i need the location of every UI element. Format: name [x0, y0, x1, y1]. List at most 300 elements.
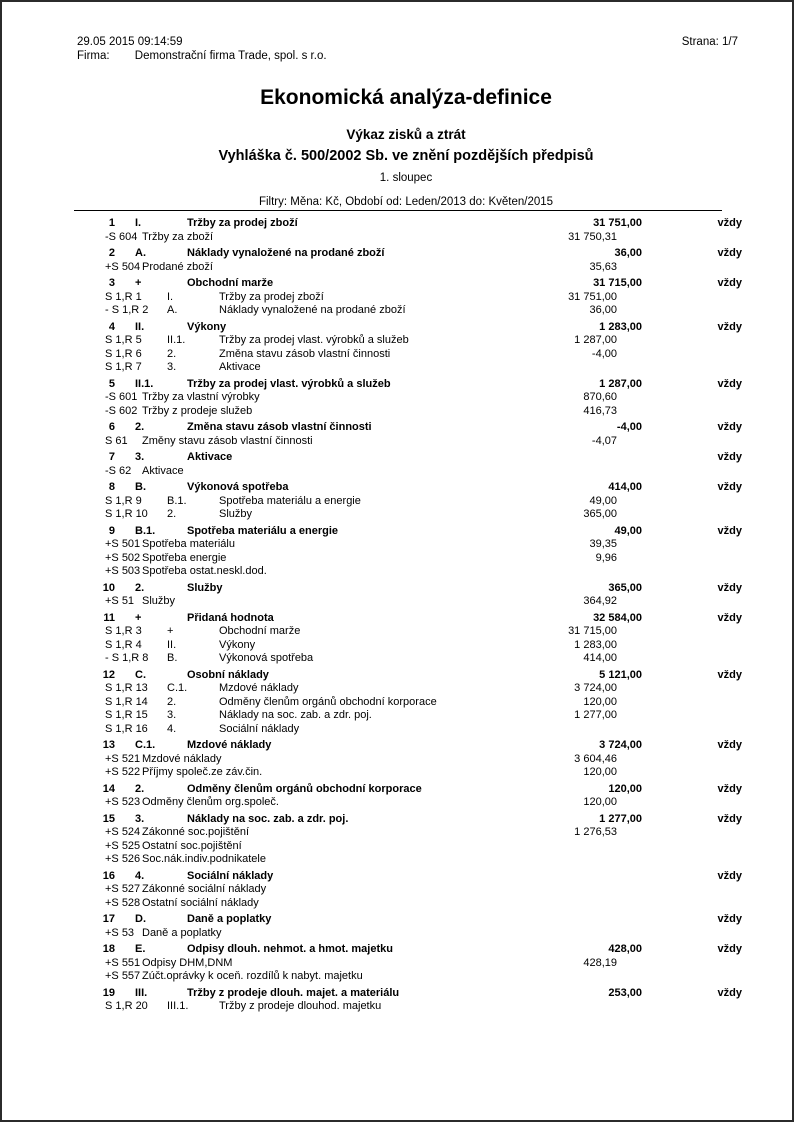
subrow-label: Zúčt.oprávky k oceň. rozdílů k nabyt. majetku	[142, 970, 363, 982]
firm-row	[74, 49, 738, 63]
row-group	[99, 739, 742, 780]
account-ref: +S 527	[105, 883, 141, 895]
subrow-label: Spotřeba ostat.neskl.dod.	[142, 565, 267, 577]
subrow-value	[502, 840, 642, 854]
row-flag: vždy	[717, 986, 742, 999]
subrow-label: Spotřeba energie	[142, 551, 227, 564]
row-flag: vždy	[717, 421, 742, 433]
row-code: II.	[135, 320, 145, 333]
table-subrow	[99, 682, 742, 696]
table-row	[99, 481, 742, 495]
table-subrow	[99, 883, 742, 897]
account-ref: +S 524	[105, 826, 141, 838]
subrow-flag	[642, 853, 742, 867]
table-subrow	[99, 391, 742, 405]
table-row	[99, 739, 742, 753]
subrow-code: 2.	[167, 695, 177, 708]
subrow-code: +	[167, 625, 174, 637]
subrow-flag	[642, 766, 742, 780]
subrow-value	[502, 927, 642, 941]
subrow-value: 9,96	[595, 551, 617, 564]
subrow-value: 120,00	[583, 766, 617, 778]
subrow-label: Spotřeba materiálu a energie	[219, 494, 361, 507]
row-label: Výkonová spotřeba	[187, 481, 289, 493]
row-code: I.	[135, 217, 142, 229]
table-subrow	[99, 435, 742, 449]
subrow-flag	[642, 348, 742, 362]
row-number: 7	[108, 451, 115, 463]
row-flag: vždy	[717, 869, 742, 882]
row-label: Tržby za prodej zboží	[187, 217, 298, 229]
account-ref: S 1,R 15	[105, 709, 148, 721]
table-subrow	[99, 927, 742, 941]
row-code: 3.	[135, 451, 145, 463]
row-code: C.1.	[135, 739, 156, 751]
table-subrow	[99, 897, 742, 911]
firm-label: Firma:	[77, 50, 110, 62]
row-code: 2.	[135, 581, 145, 594]
row-label: Náklady vynaložené na prodané zboží	[187, 247, 385, 259]
row-number: 16	[102, 869, 115, 882]
subrow-value	[502, 970, 642, 984]
subrow-code: 4.	[167, 722, 177, 735]
account-ref: -S 604	[105, 230, 138, 243]
row-number: 13	[102, 739, 115, 751]
row-group	[99, 247, 742, 274]
table-subrow	[99, 696, 742, 710]
table-row	[99, 813, 742, 827]
report-datetime: 29.05 2015 09:14:59	[77, 36, 183, 48]
subrow-code: III.1.	[167, 1000, 189, 1012]
subrow-flag	[642, 565, 742, 579]
subrow-flag	[642, 1000, 742, 1014]
subrow-value: 120,00	[583, 695, 617, 708]
table-row	[99, 217, 742, 231]
table-row	[99, 378, 742, 392]
subrow-flag	[642, 826, 742, 840]
row-value: 31 751,00	[593, 217, 642, 229]
header-rule	[74, 210, 722, 211]
report-regulation: Vyhláška č. 500/2002 Sb. ve znění pozdějších předpisů	[218, 148, 594, 164]
row-value: 253,00	[608, 986, 642, 999]
subrow-flag	[642, 261, 742, 275]
row-code: 3.	[135, 812, 145, 825]
table-subrow	[99, 538, 742, 552]
subrow-code: II.	[167, 638, 177, 651]
subrow-flag	[642, 361, 742, 375]
row-number: 9	[108, 524, 115, 537]
subrow-value	[502, 723, 642, 737]
row-label: Sociální náklady	[187, 869, 274, 882]
row-number: 2	[108, 247, 115, 259]
row-group	[99, 783, 742, 810]
row-code: D.	[135, 913, 146, 925]
row-value: 32 584,00	[593, 611, 642, 624]
subrow-label: Služby	[219, 508, 253, 520]
subrow-value: 31 715,00	[568, 625, 617, 637]
row-group	[99, 481, 742, 522]
row-value: 1 287,00	[599, 377, 642, 390]
subrow-flag	[642, 304, 742, 318]
subrow-flag	[642, 291, 742, 305]
row-group	[99, 277, 742, 318]
row-flag: vždy	[717, 782, 742, 795]
subrow-code: 2.	[167, 347, 177, 360]
row-value: 1 277,00	[599, 812, 642, 825]
subrow-value: 39,35	[589, 538, 617, 550]
row-label: Náklady na soc. zab. a zdr. poj.	[187, 812, 349, 825]
table-subrow	[99, 405, 742, 419]
subrow-label: Příjmy společ.ze záv.čin.	[142, 766, 263, 778]
table-subrow	[99, 652, 742, 666]
account-ref: +S 51	[105, 595, 135, 607]
row-group	[99, 582, 742, 609]
account-ref: S 1,R 5	[105, 334, 142, 346]
table-subrow	[99, 957, 742, 971]
row-label: Tržby za prodej vlast. výrobků a služeb	[187, 377, 391, 390]
account-ref: +S 504	[105, 260, 141, 273]
subrow-flag	[642, 435, 742, 449]
row-value: -4,00	[616, 421, 642, 433]
table-subrow	[99, 261, 742, 275]
report-subtitle: Výkaz zisků a ztrát	[346, 127, 466, 142]
row-code: II.1.	[135, 377, 154, 390]
subrow-value: 1 283,00	[574, 638, 617, 651]
row-code: +	[135, 277, 142, 289]
subrow-value: 35,63	[589, 260, 617, 273]
table-subrow	[99, 826, 742, 840]
subrow-flag	[642, 970, 742, 984]
subrow-label: Služby	[142, 595, 176, 607]
subrow-code: 3.	[167, 361, 177, 373]
subrow-label: Výkony	[219, 638, 256, 651]
subrow-flag	[642, 897, 742, 911]
row-code: A.	[135, 247, 146, 259]
row-value	[502, 913, 642, 927]
row-group	[99, 612, 742, 666]
subrow-label: Mzdové náklady	[142, 752, 222, 765]
table-row	[99, 913, 742, 927]
row-code: III.	[135, 986, 148, 999]
subrow-value: 428,19	[583, 956, 617, 969]
table-subrow	[99, 709, 742, 723]
subrow-value: 31 750,31	[568, 230, 617, 243]
row-number: 15	[102, 812, 115, 825]
subrow-value: 49,00	[589, 494, 617, 507]
subrow-value	[502, 565, 642, 579]
subrow-flag	[642, 405, 742, 419]
row-code: B.	[135, 481, 146, 493]
subrow-code: B.1.	[167, 494, 187, 507]
table-subrow	[99, 465, 742, 479]
subrow-label: Náklady vynaložené na prodané zboží	[219, 304, 406, 316]
row-number: 5	[108, 377, 115, 390]
account-ref: +S 522	[105, 766, 141, 778]
row-group	[99, 669, 742, 737]
table-subrow	[99, 348, 742, 362]
row-label: Odpisy dlouh. nehmot. a hmot. majetku	[187, 943, 393, 955]
table-subrow	[99, 639, 742, 653]
subrow-label: Tržby za prodej vlast. výrobků a služeb	[219, 334, 409, 346]
subrow-flag	[642, 723, 742, 737]
report-title: Ekonomická analýza-definice	[260, 86, 552, 109]
subrow-value: -4,07	[591, 434, 617, 447]
subrow-value: 1 287,00	[574, 334, 617, 346]
table-row	[99, 783, 742, 797]
subrow-flag	[642, 753, 742, 767]
row-label: Tržby z prodeje dlouh. majet. a materiálu	[187, 986, 400, 999]
subrow-label: Daně a poplatky	[142, 926, 222, 939]
row-label: Změna stavu zásob vlastní činnosti	[187, 421, 372, 433]
account-ref: +S 503	[105, 565, 141, 577]
subrow-value: 870,60	[583, 391, 617, 403]
subrow-value: 364,92	[583, 595, 617, 607]
row-number: 14	[102, 782, 115, 795]
page-header	[74, 35, 738, 49]
subrow-flag	[642, 552, 742, 566]
row-value: 1 283,00	[599, 320, 642, 333]
subrow-value: 3 724,00	[574, 682, 617, 694]
subrow-value: 3 604,46	[574, 752, 617, 765]
subrow-label: Změny stavu zásob vlastní činnosti	[142, 434, 313, 447]
row-code: C.	[135, 668, 146, 681]
subrow-value: -4,00	[591, 347, 617, 360]
subrow-label: Tržby z prodeje dlouhod. majetku	[219, 1000, 382, 1012]
subrow-label: Zákonné soc.pojištění	[142, 826, 250, 838]
subrow-label: Sociální náklady	[219, 722, 300, 735]
subrow-value: 31 751,00	[568, 290, 617, 303]
row-group	[99, 378, 742, 419]
account-ref: -S 602	[105, 404, 138, 417]
subrow-flag	[642, 682, 742, 696]
row-group	[99, 913, 742, 940]
row-flag: vždy	[717, 481, 742, 493]
subrow-value: 120,00	[583, 796, 617, 808]
subrow-label: Soc.nák.indiv.podnikatele	[142, 853, 266, 865]
row-number: 17	[102, 913, 115, 925]
row-group	[99, 217, 742, 244]
table-row	[99, 582, 742, 596]
subrow-flag	[642, 840, 742, 854]
subrow-label: Aktivace	[142, 464, 184, 477]
row-group	[99, 943, 742, 984]
subrow-value	[502, 1000, 642, 1014]
table-subrow	[99, 625, 742, 639]
subrow-value: 1 276,53	[574, 826, 617, 838]
account-ref: S 1,R 4	[105, 638, 142, 651]
subrow-value	[502, 883, 642, 897]
filters-line: Filtry: Měna: Kč, Období od: Leden/2013 do: Květen/2015	[258, 196, 554, 208]
account-ref: +S 53	[105, 926, 135, 939]
row-label: Obchodní marže	[187, 277, 274, 289]
row-flag: vždy	[717, 611, 742, 624]
row-number: 10	[102, 581, 115, 594]
table-row	[99, 943, 742, 957]
table-subrow	[99, 565, 742, 579]
account-ref: +S 528	[105, 896, 141, 909]
row-code: E.	[135, 943, 146, 955]
subrow-label: Náklady na soc. zab. a zdr. poj.	[219, 709, 372, 721]
table-row	[99, 669, 742, 683]
table-row	[99, 247, 742, 261]
row-number: 11	[103, 611, 115, 624]
subrow-flag	[642, 231, 742, 245]
row-group	[99, 421, 742, 448]
subrow-flag	[642, 465, 742, 479]
table-subrow	[99, 552, 742, 566]
subrow-value: 365,00	[583, 508, 617, 520]
row-flag: vždy	[717, 277, 742, 289]
table-subrow	[99, 840, 742, 854]
row-value: 31 715,00	[593, 277, 642, 289]
row-code: 2.	[135, 782, 145, 795]
table-row	[99, 525, 742, 539]
subrow-code: 2.	[167, 508, 177, 520]
account-ref: - S 1,R 2	[105, 304, 149, 316]
row-value: 36,00	[614, 247, 642, 259]
subrow-value: 414,00	[583, 652, 617, 664]
row-number: 1	[108, 217, 115, 229]
subrow-label: Spotřeba materiálu	[142, 538, 235, 550]
account-ref: S 1,R 9	[105, 494, 142, 507]
account-ref: +S 521	[105, 752, 141, 765]
row-flag: vždy	[717, 217, 742, 229]
subrow-code: II.1.	[167, 334, 186, 346]
subrow-label: Odpisy DHM,DNM	[142, 956, 233, 969]
account-ref: S 61	[105, 434, 128, 447]
row-value	[502, 870, 642, 884]
subrow-flag	[642, 883, 742, 897]
account-ref: - S 1,R 8	[105, 652, 149, 664]
table-row	[99, 321, 742, 335]
row-code: 4.	[135, 869, 145, 882]
row-flag: vždy	[717, 320, 742, 333]
table-subrow	[99, 970, 742, 984]
account-ref: +S 557	[105, 970, 141, 982]
row-value	[502, 451, 642, 465]
subrow-flag	[642, 508, 742, 522]
subrow-value	[502, 853, 642, 867]
firm-name: Demonstrační firma Trade, spol. s r.o.	[134, 50, 327, 62]
report-table	[99, 217, 742, 1014]
row-code: 2.	[135, 421, 145, 433]
table-row	[99, 421, 742, 435]
subrow-code: I.	[167, 290, 174, 303]
account-ref: +S 502	[105, 551, 141, 564]
subrow-label: Tržby za prodej zboží	[219, 290, 324, 303]
table-subrow	[99, 796, 742, 810]
row-label: Přidaná hodnota	[187, 611, 274, 624]
table-row	[99, 451, 742, 465]
row-number: 8	[108, 481, 115, 493]
account-ref: +S 525	[105, 839, 141, 852]
subrow-flag	[642, 957, 742, 971]
subrow-flag	[642, 652, 742, 666]
account-ref: +S 501	[105, 538, 141, 550]
table-subrow	[99, 595, 742, 609]
row-group	[99, 987, 742, 1014]
subrow-label: Ostatní sociální náklady	[142, 896, 259, 909]
account-ref: S 1,R 7	[105, 361, 142, 373]
subrow-label: Mzdové náklady	[219, 682, 299, 694]
subrow-flag	[642, 334, 742, 348]
row-flag: vždy	[717, 581, 742, 594]
account-ref: S 1,R 3	[105, 625, 142, 637]
row-number: 4	[108, 320, 115, 333]
subrow-flag	[642, 625, 742, 639]
subrow-label: Odměny členům orgánů obchodní korporace	[219, 695, 437, 708]
row-group	[99, 870, 742, 911]
subrow-label: Obchodní marže	[219, 625, 301, 637]
subrow-flag	[642, 538, 742, 552]
subrow-value	[502, 361, 642, 375]
subrow-flag	[642, 696, 742, 710]
row-group	[99, 813, 742, 867]
row-label: Služby	[187, 581, 223, 594]
row-flag: vždy	[717, 943, 742, 955]
row-flag: vždy	[717, 913, 742, 925]
account-ref: S 1,R 1	[105, 290, 142, 303]
row-label: Mzdové náklady	[187, 739, 272, 751]
table-subrow	[99, 291, 742, 305]
row-code: B.1.	[135, 524, 156, 537]
column-caption: 1. sloupec	[379, 172, 433, 184]
row-number: 6	[108, 421, 115, 433]
subrow-flag	[642, 927, 742, 941]
table-subrow	[99, 495, 742, 509]
table-subrow	[99, 334, 742, 348]
subrow-flag	[642, 391, 742, 405]
subrow-value	[502, 897, 642, 911]
row-value: 120,00	[608, 782, 642, 795]
subrow-label: Tržby za vlastní výrobky	[142, 391, 260, 403]
row-value: 49,00	[614, 524, 642, 537]
row-label: Daně a poplatky	[187, 913, 272, 925]
account-ref: -S 62	[105, 464, 132, 477]
subrow-label: Ostatní soc.pojištění	[142, 839, 242, 852]
row-flag: vždy	[717, 524, 742, 537]
subrow-flag	[642, 709, 742, 723]
row-flag: vždy	[717, 739, 742, 751]
table-subrow	[99, 1000, 742, 1014]
row-flag: vždy	[717, 451, 742, 463]
table-subrow	[99, 508, 742, 522]
account-ref: +S 526	[105, 853, 141, 865]
account-ref: S 1,R 20	[105, 1000, 148, 1012]
page-number: Strana: 1/7	[681, 36, 738, 48]
row-group	[99, 525, 742, 579]
row-number: 3	[108, 277, 115, 289]
table-subrow	[99, 723, 742, 737]
row-flag: vždy	[717, 377, 742, 390]
row-code: +	[135, 611, 142, 624]
subrow-flag	[642, 796, 742, 810]
row-label: Odměny členům orgánů obchodní korporace	[187, 782, 422, 795]
row-value: 428,00	[608, 943, 642, 955]
subrow-label: Výkonová spotřeba	[219, 652, 314, 664]
row-flag: vždy	[717, 247, 742, 259]
subrow-value: 1 277,00	[574, 709, 617, 721]
row-label: Aktivace	[187, 451, 233, 463]
table-row	[99, 612, 742, 626]
subrow-code: 3.	[167, 709, 177, 721]
account-ref: -S 601	[105, 391, 138, 403]
subrow-label: Tržby z prodeje služeb	[142, 404, 253, 417]
table-subrow	[99, 853, 742, 867]
row-flag: vždy	[717, 812, 742, 825]
table-subrow	[99, 231, 742, 245]
subrow-value: 416,73	[583, 404, 617, 417]
